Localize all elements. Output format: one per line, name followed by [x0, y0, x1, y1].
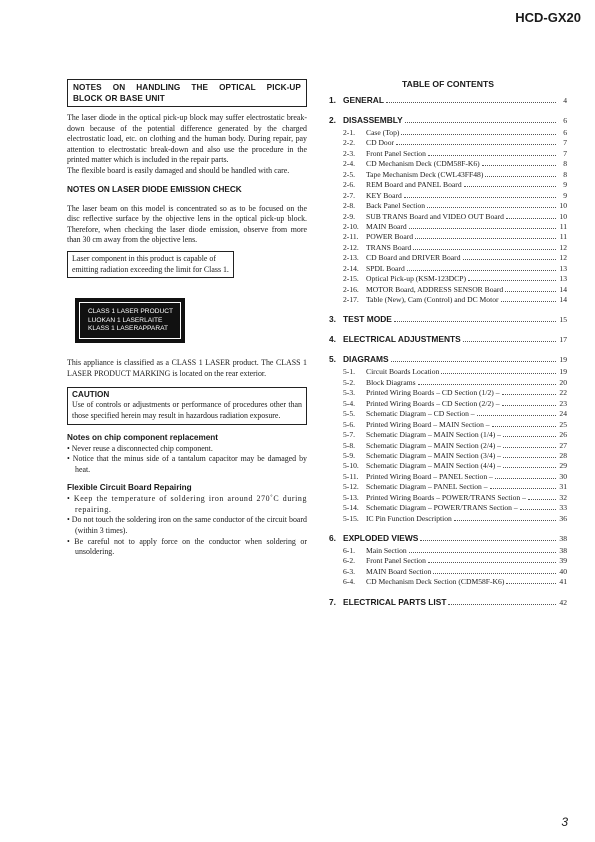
toc-item[interactable] [329, 577, 567, 587]
toc-item[interactable] [329, 222, 567, 232]
toc-list [329, 95, 567, 608]
toc-section-title: ELECTRICAL ADJUSTMENTS [343, 334, 461, 345]
toc-section-number: 4. [329, 334, 336, 345]
toc-page-number: 9 [563, 180, 567, 190]
toc-item-title: CD Mechanism Deck (CDM58F-K6) [366, 159, 480, 169]
toc-item-number: 5-1. [343, 367, 356, 377]
toc-leader-dots [503, 457, 556, 458]
toc-leader-dots [391, 361, 556, 362]
toc-leader-dots [477, 415, 556, 416]
toc-page-number: 25 [559, 419, 567, 429]
toc-section[interactable] [329, 314, 567, 325]
chip-note-item: • Never reuse a disconnected chip component. [67, 443, 213, 453]
toc-leader-dots [485, 176, 556, 177]
toc-leader-dots [428, 562, 556, 563]
caution-box [67, 387, 307, 424]
class1-paragraph: This appliance is classified as a CLASS 1 LASER product. The CLASS 1 LASER PRODUCT MARKING is located on the rear exterior. [67, 358, 307, 378]
model-number: HCD-GX20 [515, 10, 581, 25]
toc-item-number: 5-2. [343, 377, 356, 387]
toc-item-title: Block Diagrams [366, 377, 416, 387]
toc-leader-dots [492, 426, 556, 427]
toc-leader-dots [415, 238, 556, 239]
toc-leader-dots [468, 280, 556, 281]
toc-page-number: 6 [563, 116, 567, 125]
toc-item-number: 6-4. [343, 577, 356, 587]
toc-item-title: Table (New), Cam (Control) and DC Motor [366, 295, 499, 304]
toc-page-number: 24 [559, 409, 567, 419]
table-of-contents [329, 79, 567, 608]
toc-leader-dots [409, 552, 556, 553]
toc-leader-dots [409, 228, 556, 229]
page-number: 3 [561, 815, 568, 829]
toc-section[interactable] [329, 533, 567, 544]
toc-leader-dots [401, 134, 556, 135]
toc-page-number: 10 [559, 201, 567, 211]
toc-page-number: 41 [559, 577, 567, 587]
flex-repair-item: • Do not touch the soldering iron on the same conductor of the circuit board (within 3 times). [67, 515, 307, 536]
toc-page-number: 17 [559, 335, 567, 345]
toc-item[interactable] [329, 420, 567, 430]
toc-item[interactable] [329, 264, 567, 274]
toc-item-title: Back Panel Section [366, 201, 426, 211]
toc-leader-dots [441, 373, 556, 374]
toc-page-number: 42 [559, 597, 567, 607]
label-line: CLASS 1 LASER PRODUCT [88, 308, 174, 316]
toc-section-number: 1. [329, 95, 336, 105]
toc-page-number: 39 [559, 556, 567, 566]
flex-repair-item: • Be careful not to apply force on the conductor when soldering or unsoldering. [67, 536, 307, 557]
toc-item-title: Front Panel Section [366, 556, 426, 566]
toc-page-number: 6 [563, 128, 567, 137]
toc-leader-dots [520, 509, 556, 510]
toc-item[interactable] [329, 556, 567, 566]
toc-item-title: Printed Wiring Boards – POWER/TRANS Section – [366, 492, 526, 502]
toc-leader-dots [463, 341, 556, 342]
toc-section-number: 7. [329, 596, 336, 607]
pickup-notes-title-line1: NOTES ON HANDLING THE OPTICAL PICK-UP [73, 83, 301, 92]
toc-item-number: 5-11. [343, 471, 359, 481]
toc-item-title: Optical Pick-up (KSM-123DCP) [366, 274, 466, 284]
toc-item[interactable] [329, 180, 567, 190]
toc-section-title: DIAGRAMS [343, 354, 389, 365]
toc-page-number: 14 [559, 284, 567, 294]
toc-item-number: 2-12. [343, 242, 359, 252]
toc-item[interactable] [329, 378, 567, 388]
toc-page-number: 23 [559, 398, 567, 408]
toc-section-title: DISASSEMBLY [343, 115, 403, 125]
toc-page-number: 12 [559, 242, 567, 252]
toc-item-title: Circuit Boards Location [366, 367, 440, 377]
toc-item-title: Schematic Diagram – MAIN Section (2/4) – [366, 440, 501, 450]
toc-leader-dots [503, 447, 556, 448]
toc-section-number: 5. [329, 354, 336, 365]
toc-item-number: 2-13. [343, 253, 359, 263]
caution-text: Use of controls or adjustments or performance of procedures other than those specified herein may result in hazardous radiation exposure. [72, 400, 302, 420]
toc-item-number: 5-6. [343, 419, 356, 429]
toc-item[interactable] [329, 409, 567, 419]
toc-leader-dots [501, 301, 556, 302]
toc-item[interactable] [329, 441, 567, 451]
toc-item-title: Front Panel Section [366, 148, 426, 158]
toc-item-title: SUB TRANS Board and VIDEO OUT Board [366, 211, 504, 221]
toc-page-number: 11 [559, 221, 567, 231]
toc-item[interactable] [329, 191, 567, 201]
toc-page-number: 28 [559, 450, 567, 460]
toc-page-number: 12 [559, 253, 567, 263]
toc-leader-dots [502, 405, 557, 406]
toc-item-title: Case (Top) [366, 128, 400, 137]
toc-item-title: Printed Wiring Board – PANEL Section – [366, 471, 493, 481]
flex-repair-heading: Flexible Circuit Board Repairing [67, 483, 192, 493]
toc-page-number: 14 [559, 295, 567, 304]
flexible-board-paragraph: The flexible board is easily damaged and should be handled with care. [67, 165, 290, 175]
toc-page-number: 22 [559, 388, 567, 398]
toc-item-number: 6-1. [343, 546, 356, 555]
toc-leader-dots [386, 102, 556, 103]
toc-page-number: 19 [559, 367, 567, 377]
toc-leader-dots [448, 604, 556, 605]
toc-item-number: 2-6. [343, 180, 356, 190]
left-column [67, 79, 307, 558]
toc-item-title: KEY Board [366, 190, 402, 200]
toc-item-title: MAIN Board [366, 221, 407, 231]
toc-leader-dots [405, 122, 556, 123]
toc-item-number: 5-8. [343, 440, 356, 450]
caution-title: CAUTION [72, 390, 110, 400]
toc-page-number: 13 [559, 263, 567, 273]
toc-item-title: MOTOR Board, ADDRESS SENSOR Board [366, 284, 504, 294]
flex-repair-item: • Keep the temperature of soldering iron around 270˚C during repairing. [67, 494, 307, 514]
toc-item-number: 5-9. [343, 450, 356, 460]
pickup-notes-title-line2: BLOCK OR BASE UNIT [73, 94, 165, 103]
toc-item[interactable] [329, 253, 567, 263]
toc-item-number: 2-17. [343, 295, 359, 304]
toc-item-number: 2-11. [343, 232, 359, 242]
toc-item-number: 5-7. [343, 430, 356, 440]
toc-title: TABLE OF CONTENTS [402, 79, 494, 89]
toc-item-title: Schematic Diagram – POWER/TRANS Section – [366, 503, 518, 513]
toc-leader-dots [482, 165, 556, 166]
toc-item[interactable] [329, 201, 567, 211]
toc-item[interactable] [329, 451, 567, 461]
laser-radiation-note-box: Laser component in this product is capable of emitting radiation exceeding the limit for Class 1. [67, 251, 234, 278]
toc-leader-dots [505, 291, 556, 292]
toc-item[interactable] [329, 159, 567, 169]
toc-leader-dots [433, 573, 556, 574]
toc-leader-dots [464, 186, 556, 187]
toc-item-number: 6-3. [343, 566, 356, 576]
toc-page-number: 33 [559, 503, 567, 513]
toc-leader-dots [506, 218, 556, 219]
toc-leader-dots [407, 270, 556, 271]
toc-leader-dots [506, 583, 556, 584]
toc-item[interactable] [329, 514, 567, 524]
pickup-paragraph: The laser diode in the optical pick-up block may suffer electrostatic break-down because of the potential difference generated by the charged electrostatic load, etc. on clothing and the human body. During repair, pay attention to electrostatic break-down and also use the procedure in the printed matter which is included in the repair parts. [67, 113, 307, 165]
toc-page-number: 11 [559, 232, 567, 242]
toc-item-title: Schematic Diagram – PANEL Section – [366, 482, 488, 492]
toc-item-number: 5-14. [343, 503, 359, 513]
toc-leader-dots [502, 394, 557, 395]
toc-leader-dots [495, 478, 556, 479]
toc-item[interactable] [329, 503, 567, 513]
toc-item-number: 2-9. [343, 211, 356, 221]
toc-section[interactable] [329, 334, 567, 345]
toc-item[interactable] [329, 170, 567, 180]
toc-item-number: 5-15. [343, 513, 359, 523]
toc-item[interactable] [329, 472, 567, 482]
toc-leader-dots [427, 207, 556, 208]
toc-page-number: 10 [559, 211, 567, 221]
toc-item[interactable] [329, 128, 567, 138]
pickup-notes-heading-box [67, 79, 307, 107]
chip-notes-heading: Notes on chip component replacement [67, 432, 219, 442]
toc-item-title: Schematic Diagram – MAIN Section (1/4) – [366, 430, 501, 440]
toc-page-number: 19 [559, 355, 567, 365]
toc-item-number: 2-4. [343, 159, 356, 169]
toc-leader-dots [404, 197, 556, 198]
toc-item-title: IC Pin Function Description [366, 513, 452, 523]
toc-page-number: 27 [559, 440, 567, 450]
toc-section[interactable] [329, 597, 567, 608]
toc-item-number: 2-7. [343, 190, 356, 200]
toc-item-title: TRANS Board [366, 242, 412, 252]
toc-leader-dots [428, 155, 556, 156]
toc-item[interactable] [329, 461, 567, 471]
toc-item[interactable] [329, 212, 567, 222]
toc-page-number: 8 [563, 159, 567, 169]
toc-section[interactable] [329, 354, 567, 365]
toc-item-number: 2-3. [343, 148, 356, 158]
toc-item[interactable] [329, 567, 567, 577]
label-line: LUOKAN 1 LASERLAITE [88, 316, 163, 324]
toc-page-number: 30 [559, 471, 567, 481]
toc-section[interactable] [329, 115, 567, 126]
toc-leader-dots [503, 436, 556, 437]
toc-item[interactable] [329, 367, 567, 377]
toc-section-title: TEST MODE [343, 314, 392, 325]
chip-note-item: • Notice that the minus side of a tantalum capacitor may be damaged by heat. [67, 454, 307, 474]
toc-item-number: 5-3. [343, 388, 356, 398]
toc-item[interactable] [329, 232, 567, 242]
label-line: KLASS 1 LASERAPPARAT [88, 325, 169, 333]
toc-item-number: 5-12. [343, 482, 359, 492]
toc-item[interactable] [329, 399, 567, 409]
toc-item-number: 5-13. [343, 492, 359, 502]
toc-item[interactable] [329, 274, 567, 284]
toc-item-title: SPDL Board [366, 263, 405, 273]
toc-item-number: 5-5. [343, 409, 356, 419]
toc-item-title: Main Section [366, 546, 407, 555]
toc-page-number: 31 [559, 482, 567, 492]
toc-item-number: 2-5. [343, 169, 356, 179]
toc-section-number: 6. [329, 533, 336, 543]
toc-leader-dots [463, 259, 557, 260]
toc-page-number: 20 [559, 377, 567, 387]
toc-leader-dots [394, 321, 556, 322]
toc-item[interactable] [329, 546, 567, 556]
toc-page-number: 7 [563, 148, 567, 158]
toc-item[interactable] [329, 482, 567, 492]
toc-section-title: ELECTRICAL PARTS LIST [343, 596, 447, 607]
toc-section[interactable] [329, 95, 567, 106]
toc-item-number: 2-10. [343, 221, 359, 231]
toc-item-title: REM Board and PANEL Board [366, 180, 462, 190]
toc-section-title: EXPLODED VIEWS [343, 533, 419, 543]
toc-page-number: 40 [559, 566, 567, 576]
toc-item-title: Schematic Diagram – MAIN Section (4/4) – [366, 461, 501, 471]
toc-page-number: 29 [559, 461, 567, 471]
toc-item-number: 2-8. [343, 201, 356, 211]
toc-leader-dots [420, 540, 556, 541]
class1-laser-label [75, 298, 185, 343]
toc-item-title: CD Door [366, 138, 395, 148]
toc-item[interactable] [329, 149, 567, 159]
toc-item[interactable] [329, 295, 567, 305]
toc-page-number: 26 [559, 430, 567, 440]
toc-item-title: Tape Mechanism Deck (CWL43FF48) [366, 169, 484, 179]
toc-item[interactable] [329, 388, 567, 398]
toc-leader-dots [418, 384, 556, 385]
toc-item-number: 2-14. [343, 263, 359, 273]
toc-page-number: 38 [559, 534, 567, 543]
toc-item-number: 2-2. [343, 138, 356, 148]
toc-leader-dots [503, 467, 556, 468]
toc-item[interactable] [329, 243, 567, 253]
toc-item-title: Printed Wiring Board – MAIN Section – [366, 419, 490, 429]
toc-item-title: MAIN Board Section [366, 566, 432, 576]
toc-leader-dots [490, 488, 556, 489]
toc-item-number: 5-10. [343, 461, 359, 471]
laser-check-paragraph: The laser beam on this model is concentrated so as to be focused on the disc reflective surface by the objective lens in the optical pick-up block. Therefore, when checking the laser diode emission, observe from more than 30 cm away from the objective lens. [67, 203, 307, 245]
toc-item-title: Schematic Diagram – MAIN Section (3/4) – [366, 450, 501, 460]
toc-item-number: 2-1. [343, 128, 356, 137]
toc-page-number: 4 [563, 96, 567, 105]
toc-page-number: 8 [563, 169, 567, 179]
toc-item-title: CD Mechanism Deck Section (CDM58F-K6) [366, 577, 505, 587]
toc-item-title: CD Board and DRIVER Board [366, 253, 461, 263]
toc-leader-dots [454, 520, 556, 521]
toc-leader-dots [396, 144, 556, 145]
toc-page-number: 36 [559, 513, 567, 523]
toc-item-number: 2-15. [343, 274, 359, 284]
toc-item-title: Schematic Diagram – CD Section – [366, 409, 475, 419]
toc-item-number: 2-16. [343, 284, 359, 294]
toc-item-number: 5-4. [343, 398, 356, 408]
class1-laser-label-text [79, 302, 181, 339]
toc-page-number: 7 [563, 138, 567, 148]
toc-page-number: 32 [559, 492, 567, 502]
toc-leader-dots [528, 499, 556, 500]
toc-page-number: 13 [559, 274, 567, 284]
toc-item[interactable] [329, 430, 567, 440]
toc-item[interactable] [329, 138, 567, 148]
toc-page-number: 15 [559, 315, 567, 325]
toc-section-number: 3. [329, 314, 336, 325]
toc-item-number: 6-2. [343, 556, 356, 566]
toc-section-number: 2. [329, 115, 336, 125]
toc-item-title: Printed Wiring Boards – CD Section (2/2) – [366, 398, 500, 408]
toc-item-title: Printed Wiring Boards – CD Section (1/2) – [366, 388, 500, 398]
laser-check-heading: NOTES ON LASER DIODE EMISSION CHECK [67, 184, 242, 194]
toc-section-title: GENERAL [343, 95, 384, 105]
toc-page-number: 38 [559, 546, 567, 555]
toc-item-title: POWER Board [366, 232, 414, 242]
toc-leader-dots [413, 249, 556, 250]
toc-item[interactable] [329, 493, 567, 503]
toc-item[interactable] [329, 285, 567, 295]
toc-page-number: 9 [563, 190, 567, 200]
